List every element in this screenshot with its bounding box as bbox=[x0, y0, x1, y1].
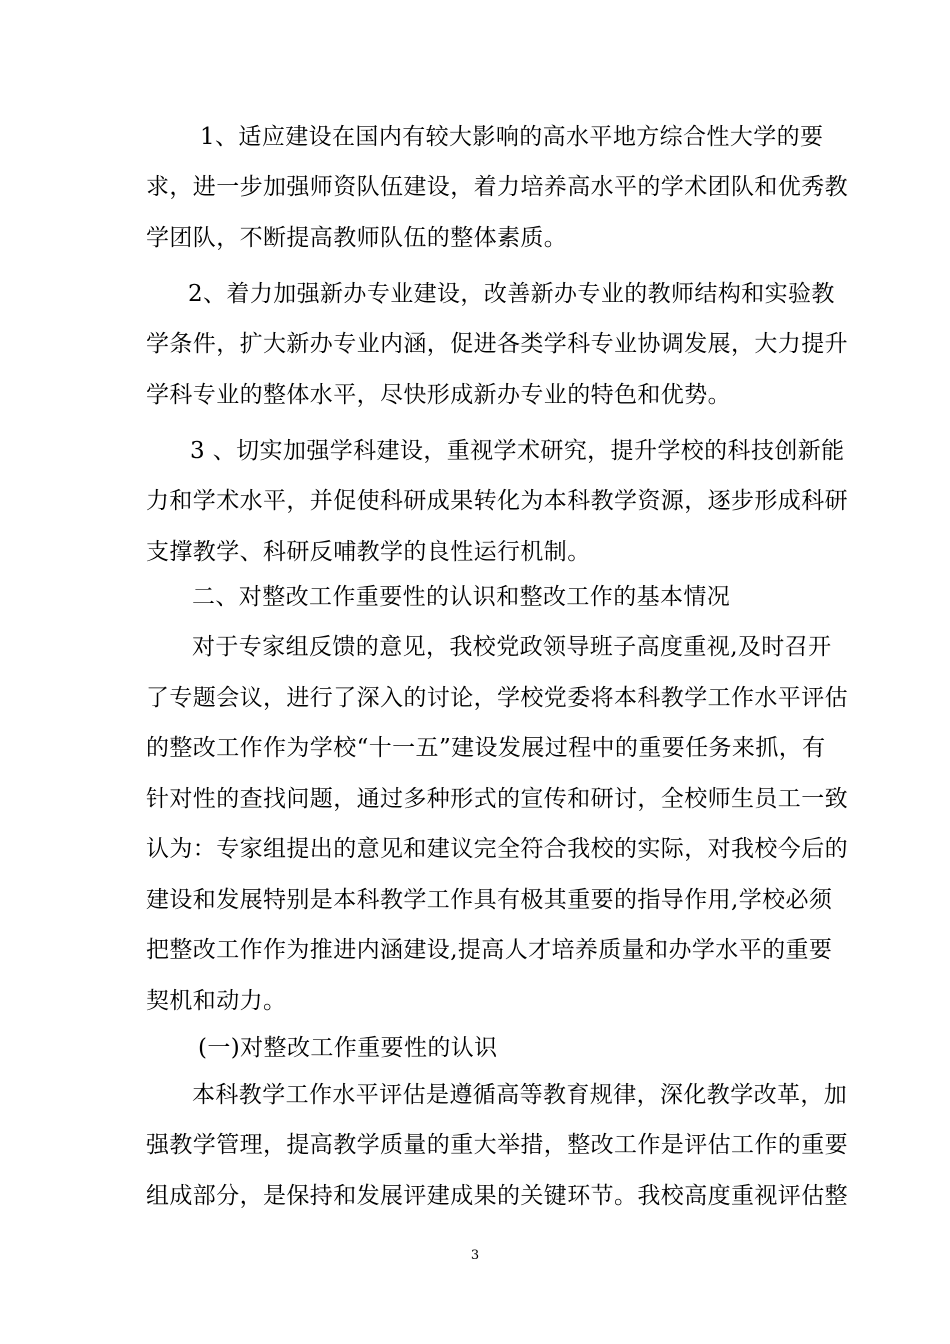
text-line: 建设和发展特别是本科教学工作具有极其重要的指导作用,学校必须 bbox=[146, 887, 833, 913]
text-line: 学条件，扩大新办专业内涵，促进各类学科专业协调发展，大力提升 bbox=[146, 331, 848, 357]
text-line: 契机和动力。 bbox=[146, 988, 287, 1014]
text-line: 了专题会议，进行了深入的讨论，学校党委将本科教学工作水平评估 bbox=[146, 685, 848, 711]
subsection-heading: (一)对整改工作重要性的认识 bbox=[198, 1035, 498, 1061]
text-line: 支撑教学、科研反哺教学的良性运行机制。 bbox=[146, 539, 591, 565]
text-line: 组成部分，是保持和发展评建成果的关键环节。我校高度重视评估整 bbox=[146, 1183, 848, 1209]
text-line: 把整改工作作为推进内涵建设,提高人才培养质量和办学水平的重要 bbox=[146, 937, 833, 963]
text-line: 2、着力加强新办专业建设，改善新办专业的教师结构和实验教 bbox=[188, 281, 835, 307]
text-line: 本科教学工作水平评估是遵循高等教育规律，深化教学改革，加 bbox=[192, 1082, 848, 1108]
text-line: 对于专家组反馈的意见，我校党政领导班子高度重视,及时召开 bbox=[192, 634, 832, 660]
page-number: 3 bbox=[470, 1248, 480, 1263]
text-line: 1、适应建设在国内有较大影响的高水平地方综合性大学的要 bbox=[200, 124, 824, 150]
text-line: 的整改工作作为学校“十一五”建设发展过程中的重要任务来抓，有 bbox=[146, 735, 826, 761]
text-line: 认为：专家组提出的意见和建议完全符合我校的实际，对我校今后的 bbox=[146, 836, 848, 862]
text-line: 强教学管理，提高教学质量的重大举措，整改工作是评估工作的重要 bbox=[146, 1132, 848, 1158]
section-heading: 二、对整改工作重要性的认识和整改工作的基本情况 bbox=[192, 584, 731, 610]
text-line: 学科专业的整体水平，尽快形成新办专业的特色和优势。 bbox=[146, 382, 731, 408]
text-line: 针对性的查找问题，通过多种形式的宣传和研讨，全校师生员工一致 bbox=[146, 786, 848, 812]
text-line: 3 、切实加强学科建设，重视学术研究，提升学校的科技创新能 bbox=[190, 438, 845, 464]
text-line: 力和学术水平，并促使科研成果转化为本科教学资源，逐步形成科研 bbox=[146, 488, 848, 514]
text-line: 学团队，不断提高教师队伍的整体素质。 bbox=[146, 225, 568, 251]
text-line: 求，进一步加强师资队伍建设，着力培养高水平的学术团队和优秀教 bbox=[146, 174, 848, 200]
